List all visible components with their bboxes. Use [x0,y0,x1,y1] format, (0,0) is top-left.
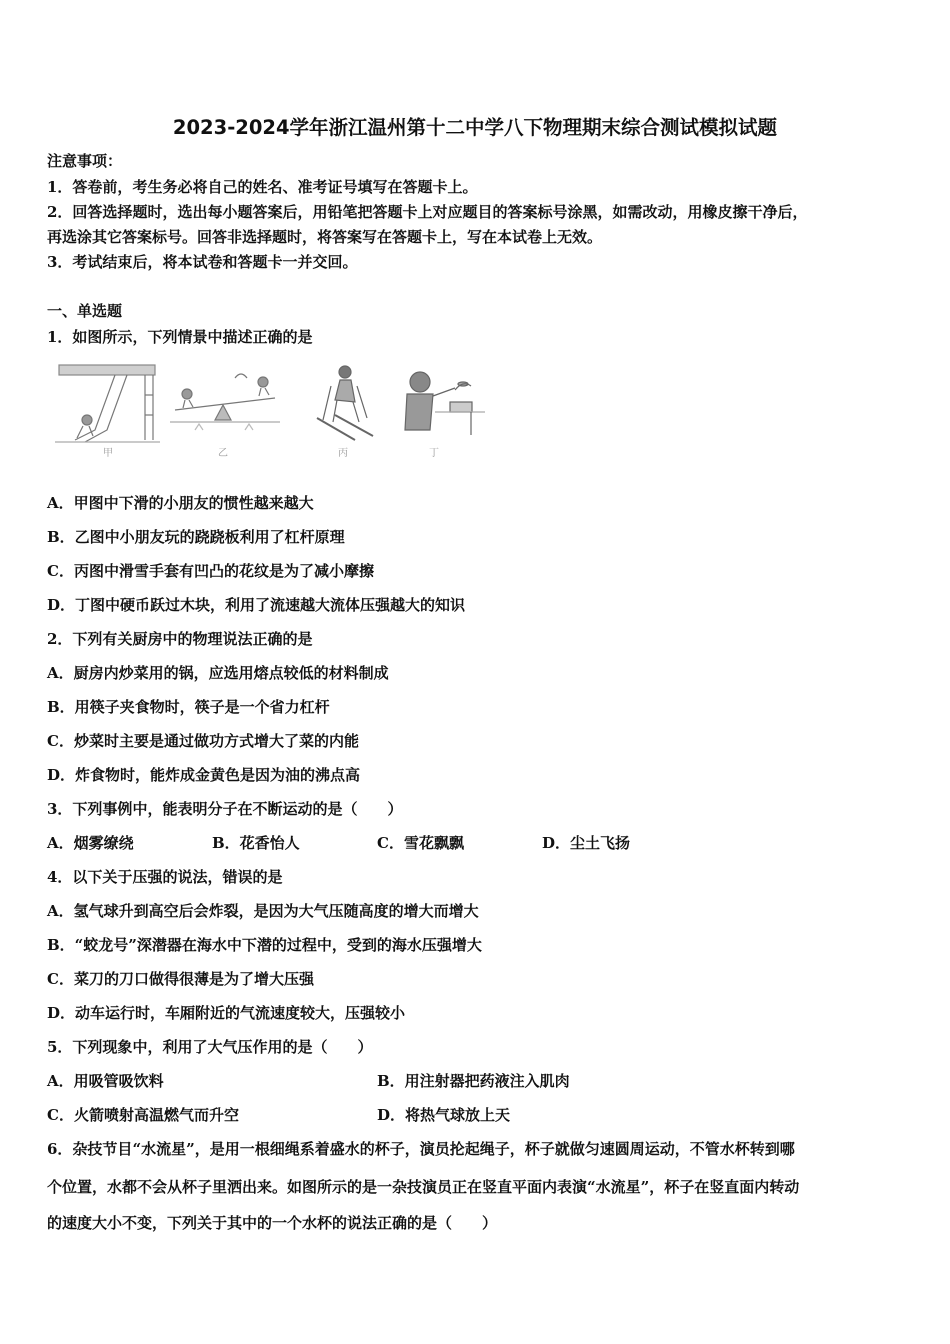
q1-stem: 1．如图所示，下列情景中描述正确的是 [47,328,313,346]
q5-option-a: A．用吸管吸饮料 [47,1072,164,1090]
q4-option-d: D．动车运行时，车厢附近的气流速度较大，压强较小 [47,1004,406,1022]
notice-item: 2．回答选择题时，选出每小题答案后，用铅笔把答题卡上对应题目的答案标号涂黑，如需改动，用橡皮擦干净后， [47,203,808,221]
figure-caption-bing: 丙 [338,448,348,459]
q2-option-c: C．炒菜时主要是通过做功方式增大了菜的内能 [47,732,359,750]
q1-option-a: A．甲图中下滑的小朋友的惯性越来越大 [47,494,314,512]
figure-caption-ding: 丁 [429,448,439,459]
q2-option-d: D．炸食物时，能炸成金黄色是因为油的沸点高 [47,766,361,784]
figure-caption-jia: 甲 [103,448,113,459]
q2-option-a: A．厨房内炒菜用的锅，应选用熔点较低的材料制成 [47,664,389,682]
notice-item: 再选涂其它答案标号。回答非选择题时，将答案写在答题卡上，写在本试卷上无效。 [47,228,603,246]
notice-item: 3．考试结束后，将本试卷和答题卡一并交回。 [47,253,358,271]
q6-stem-line: 的速度大小不变，下列关于其中的一个水杯的说法正确的是（ ） [47,1214,498,1232]
q3-option-a: A．烟雾缭绕 [47,834,134,852]
section-heading: 一、单选题 [47,302,123,320]
notice-item: 1．答卷前，考生务必将自己的姓名、准考证号填写在答题卡上。 [47,178,478,196]
q4-stem: 4．以下关于压强的说法，错误的是 [47,868,283,886]
q4-option-c: C．菜刀的刀口做得很薄是为了增大压强 [47,970,314,988]
seesaw-illustration [170,374,280,430]
coin-illustration [405,372,485,435]
figure-caption-yi: 乙 [218,448,228,459]
q1-figure [55,360,485,460]
q3-stem: 3．下列事例中，能表明分子在不断运动的是（ ） [47,800,403,818]
notice-heading: 注意事项： [47,152,123,170]
q5-option-b: B．用注射器把药液注入肌肉 [377,1072,570,1090]
q2-stem: 2．下列有关厨房中的物理说法正确的是 [47,630,313,648]
q1-option-b: B．乙图中小朋友玩的跷跷板利用了杠杆原理 [47,528,345,546]
q5-option-c: C．火箭喷射高温燃气而升空 [47,1106,239,1124]
q3-option-d: D．尘土飞扬 [542,834,631,852]
q4-option-b: B．“蛟龙号”深潜器在海水中下潜的过程中，受到的海水压强增大 [47,936,482,954]
q1-option-c: C．丙图中滑雪手套有凹凸的花纹是为了减小摩擦 [47,562,374,580]
slide-illustration [55,365,160,442]
q6-stem-line: 6．杂技节目“水流星”，是用一根细绳系着盛水的杯子，演员抡起绳子，杯子就做匀速圆周运动，不管水杯转到哪 [47,1140,795,1158]
page-title: 2023-2024学年浙江温州第十二中学八下物理期末综合测试模拟试题 [172,116,778,139]
q5-option-d: D．将热气球放上天 [377,1106,511,1124]
q3-option-c: C．雪花飘飘 [377,834,464,852]
q6-stem-line: 个位置，水都不会从杯子里洒出来。如图所示的是一杂技演员正在竖直平面内表演“水流星”，杯子在竖直面内转动 [47,1178,800,1196]
q1-option-d: D．丁图中硬币跃过木块，利用了流速越大流体压强越大的知识 [47,596,466,614]
q4-option-a: A．氢气球升到高空后会炸裂，是因为大气压随高度的增大而增大 [47,902,479,920]
q5-stem: 5．下列现象中，利用了大气压作用的是（ ） [47,1038,373,1056]
skier-illustration [317,366,373,440]
q3-option-b: B．花香怡人 [212,834,300,852]
q2-option-b: B．用筷子夹食物时，筷子是一个省力杠杆 [47,698,330,716]
